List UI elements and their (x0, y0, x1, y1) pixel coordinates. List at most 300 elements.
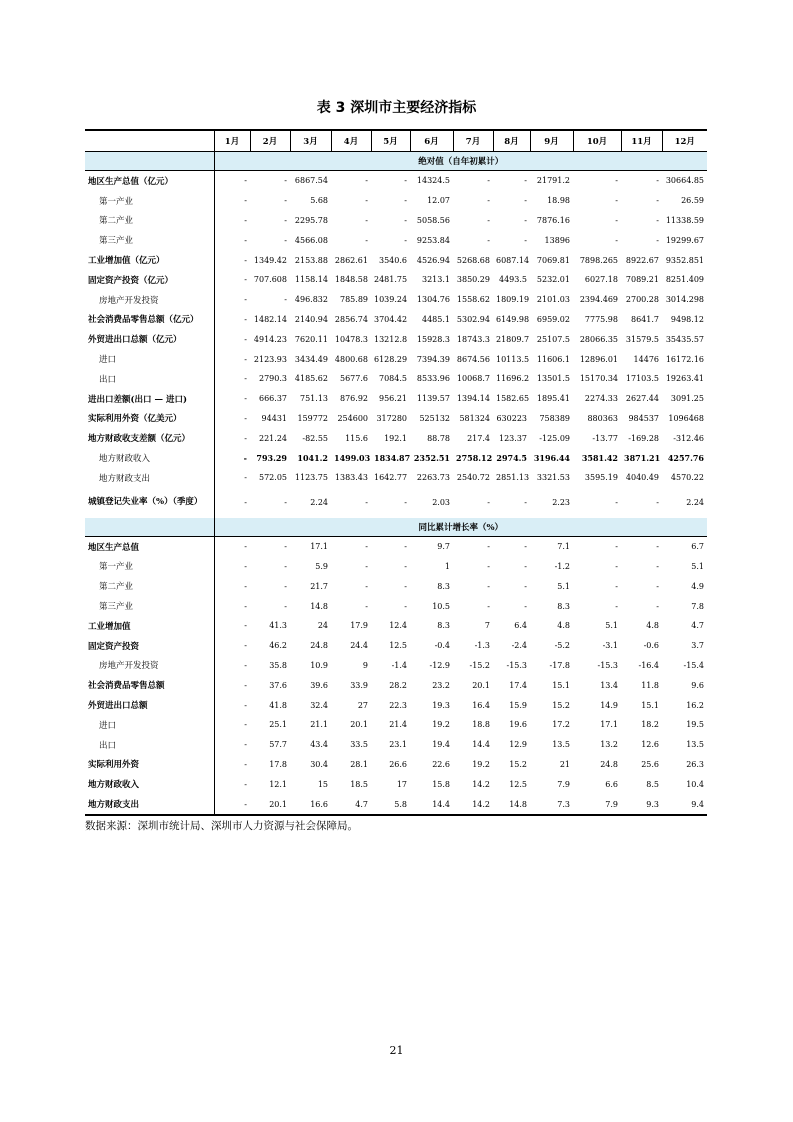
cell-value: 39.6 (310, 680, 328, 690)
cell-value: - (615, 601, 618, 611)
cell-value: 1809.19 (496, 295, 530, 305)
cell-value: 17.1 (310, 542, 328, 552)
cell-value: - (244, 235, 247, 245)
cell-value: - (656, 601, 659, 611)
section-title: 同比累计增长率（%） (214, 518, 707, 537)
cell-value: - (244, 601, 247, 611)
growth-rate-section (85, 518, 707, 815)
cell-value: 1349.42 (253, 255, 287, 265)
row-label: 出口 (85, 735, 214, 755)
table-row (85, 755, 707, 775)
cell-value: - (244, 394, 247, 404)
cell-value: 1304.76 (416, 295, 450, 305)
cell-value: - (244, 641, 247, 651)
cell-value: 33.9 (350, 680, 368, 690)
cell-value: 10.9 (310, 660, 328, 670)
table-row (85, 250, 707, 270)
cell-value: -15.4 (683, 660, 704, 670)
cell-value: 7.9 (573, 794, 621, 815)
cell-value: 2101.03 (536, 295, 570, 305)
cell-value: 6128.29 (374, 354, 408, 364)
cell-value: - (656, 542, 659, 552)
cell-value: 18.8 (472, 720, 490, 730)
cell-value: 5.1 (605, 621, 618, 631)
cell-value: 15.8 (432, 779, 450, 789)
cell-value: 3196.44 (533, 453, 570, 464)
cell-value: -169.28 (628, 433, 659, 443)
cell-value: 14.2 (472, 779, 490, 789)
row-label: 第三产业 (85, 596, 214, 616)
cell-value: - (244, 581, 247, 591)
cell-value: 16.6 (290, 794, 331, 815)
cell-value: 11606.1 (536, 354, 570, 364)
table-row (85, 488, 707, 518)
cell-value: 25107.5 (536, 334, 570, 344)
table-row (85, 171, 707, 191)
table-row (85, 794, 707, 815)
cell-value: -12.9 (429, 660, 450, 670)
cell-value: - (243, 453, 247, 464)
cell-value: -3.1 (602, 641, 618, 651)
cell-value: 25.6 (641, 759, 659, 769)
cell-value: 2851.13 (496, 473, 530, 483)
cell-value: 10113.5 (496, 354, 530, 364)
row-label: 房地产开发投资 (85, 656, 214, 676)
cell-value: 2263.73 (416, 473, 450, 483)
cell-value: 3.7 (691, 641, 704, 651)
cell-value: 18.98 (547, 196, 570, 206)
cell-value: 24.8 (600, 759, 618, 769)
cell-value: 15170.34 (579, 374, 618, 384)
cell-value: 5268.68 (456, 255, 490, 265)
cell-value: 43.4 (310, 740, 328, 750)
cell-value: - (656, 235, 659, 245)
cell-value: 4185.62 (294, 374, 328, 384)
cell-value: 2.23 (552, 498, 570, 508)
cell-value: 4.7 (331, 794, 371, 815)
cell-value: - (244, 255, 247, 265)
section-title: 绝对值（自年初累计） (214, 152, 707, 171)
cell-value: 2.24 (686, 498, 704, 508)
cell-value: 5.1 (557, 581, 570, 591)
cell-value: 6027.18 (584, 275, 618, 285)
cell-value: 5677.6 (340, 374, 368, 384)
cell-value: 33.5 (350, 740, 368, 750)
economic-indicators-table (85, 129, 707, 816)
cell-value: - (404, 176, 407, 186)
cell-value: - (404, 196, 407, 206)
cell-value: 6.4 (514, 621, 527, 631)
row-label: 外贸进出口总额 (85, 695, 214, 715)
cell-value: - (244, 354, 247, 364)
cell-value: 12896.01 (579, 354, 618, 364)
cell-value: -5.2 (554, 641, 570, 651)
cell-value: 11.8 (641, 680, 659, 690)
table-title: 表 3 深圳市主要经济指标 (316, 100, 477, 116)
cell-value: 1383.43 (334, 473, 368, 483)
cell-value: 12.5 (509, 779, 527, 789)
cell-value: 2481.75 (374, 275, 408, 285)
cell-value: 27 (357, 700, 368, 710)
cell-value: 217.4 (467, 433, 490, 443)
cell-value: 14324.5 (416, 176, 450, 186)
cell-value: 10.5 (432, 601, 450, 611)
cell-value: 5.9 (315, 561, 328, 571)
cell-value: 581324 (459, 413, 490, 423)
cell-value: -17.8 (549, 660, 570, 670)
cell-value: - (365, 235, 368, 245)
cell-value: - (365, 601, 368, 611)
cell-value: 16.2 (686, 700, 704, 710)
cell-value: 14.2 (453, 794, 493, 815)
cell-value: 28.2 (389, 680, 407, 690)
cell-value: - (244, 700, 247, 710)
cell-value: - (284, 215, 287, 225)
cell-value: 3213.1 (422, 275, 450, 285)
cell-value: 15.2 (509, 759, 527, 769)
row-label: 进口 (85, 715, 214, 735)
cell-value: 14.4 (472, 740, 490, 750)
table-row (85, 774, 707, 794)
cell-value: - (244, 413, 247, 423)
cell-value: 15.2 (552, 700, 570, 710)
cell-value: - (524, 196, 527, 206)
cell-value: 14.9 (600, 700, 618, 710)
cell-value: 5.1 (691, 561, 704, 571)
table-row (85, 656, 707, 676)
cell-value: 1558.62 (456, 295, 490, 305)
cell-value: - (244, 295, 247, 305)
cell-value: - (656, 176, 659, 186)
cell-value: - (284, 581, 287, 591)
row-label: 第一产业 (85, 557, 214, 577)
cell-value: - (615, 581, 618, 591)
cell-value: 4800.68 (334, 354, 368, 364)
cell-value: - (404, 235, 407, 245)
cell-value: 4914.23 (253, 334, 287, 344)
cell-value: 17103.5 (625, 374, 659, 384)
row-label: 地方财政收支差额（亿元） (85, 428, 214, 448)
cell-value: - (284, 561, 287, 571)
cell-value: 17.4 (509, 680, 527, 690)
table-row (85, 428, 707, 448)
row-label: 第二产业 (85, 576, 214, 596)
cell-value: 3540.6 (379, 255, 407, 265)
cell-value: - (487, 176, 490, 186)
cell-value: 26.3 (686, 759, 704, 769)
row-label: 固定资产投资 (85, 636, 214, 656)
cell-value: 880363 (587, 413, 618, 423)
cell-value: 6867.54 (294, 176, 328, 186)
cell-value: 1394.14 (456, 394, 490, 404)
cell-value: 2540.72 (456, 473, 490, 483)
cell-value: 7.1 (557, 542, 570, 552)
row-label: 出口 (85, 369, 214, 389)
cell-value: 1158.14 (294, 275, 328, 285)
cell-value: 2700.28 (625, 295, 659, 305)
table-row (85, 270, 707, 290)
cell-value: 2974.5 (496, 453, 527, 464)
cell-value: - (524, 561, 527, 571)
cell-value: -1.4 (391, 660, 407, 670)
cell-value: 17.8 (269, 759, 287, 769)
cell-value: 7620.11 (294, 334, 328, 344)
cell-value: 707.608 (253, 275, 287, 285)
cell-value: - (244, 720, 247, 730)
cell-value: 9 (362, 660, 368, 670)
cell-value: 13.5 (552, 740, 570, 750)
month-header: 7月 (453, 130, 493, 152)
cell-value: 26.59 (681, 196, 704, 206)
cell-value: - (244, 740, 247, 750)
cell-value: 1139.57 (416, 394, 450, 404)
cell-value: 5.8 (371, 794, 410, 815)
cell-value: 758389 (539, 413, 570, 423)
cell-value: 12.1 (269, 779, 287, 789)
cell-value: - (487, 601, 490, 611)
cell-value: 19299.67 (665, 235, 704, 245)
cell-value: 41.8 (269, 700, 287, 710)
cell-value: 17.2 (552, 720, 570, 730)
cell-value: 5232.01 (536, 275, 570, 285)
cell-value: - (284, 176, 287, 186)
cell-value: 8.3 (557, 601, 570, 611)
cell-value: 24 (317, 621, 328, 631)
cell-value: 20.1 (250, 794, 290, 815)
cell-value: 12.6 (641, 740, 659, 750)
cell-value: 785.89 (340, 295, 368, 305)
cell-value: 6087.14 (496, 255, 530, 265)
cell-value: - (487, 235, 490, 245)
cell-value: -15.3 (597, 660, 618, 670)
table-row (85, 230, 707, 250)
cell-value: 159772 (297, 413, 328, 423)
cell-value: - (615, 561, 618, 571)
row-label: 第二产业 (85, 211, 214, 231)
cell-value: 26.6 (389, 759, 407, 769)
month-header: 8月 (493, 130, 530, 152)
cell-value: 192.1 (384, 433, 407, 443)
cell-value: - (615, 196, 618, 206)
cell-value: 3321.53 (536, 473, 570, 483)
cell-value: 7.9 (557, 779, 570, 789)
cell-value: 1 (444, 561, 450, 571)
cell-value: - (656, 581, 659, 591)
cell-value: - (244, 473, 247, 483)
cell-value: 9.3 (621, 794, 662, 815)
cell-value: - (615, 542, 618, 552)
cell-value: - (524, 176, 527, 186)
cell-value: 35435.57 (665, 334, 704, 344)
cell-value: 254600 (337, 413, 368, 423)
cell-value: - (404, 581, 407, 591)
cell-value: 8.3 (437, 581, 450, 591)
cell-value: - (365, 176, 368, 186)
cell-value: 35.8 (269, 660, 287, 670)
cell-value: 317280 (376, 413, 407, 423)
cell-value: 2394.469 (579, 295, 618, 305)
cell-value: 12.07 (427, 196, 450, 206)
table-row (85, 468, 707, 488)
row-label: 房地产开发投资 (85, 290, 214, 310)
cell-value: 115.6 (345, 433, 368, 443)
cell-value: - (487, 561, 490, 571)
cell-value: 5058.56 (416, 215, 450, 225)
cell-value: -13.77 (592, 433, 618, 443)
cell-value: 21809.7 (496, 334, 530, 344)
cell-value: - (244, 680, 247, 690)
month-header: 12月 (662, 130, 707, 152)
cell-value: - (487, 196, 490, 206)
cell-value: 10.4 (686, 779, 704, 789)
cell-value: 7898.265 (579, 255, 618, 265)
cell-value: 22.6 (432, 759, 450, 769)
cell-value: 876.92 (340, 394, 368, 404)
cell-value: - (615, 498, 618, 508)
cell-value: 7084.5 (379, 374, 407, 384)
cell-value: 6149.98 (496, 314, 530, 324)
cell-value: - (365, 561, 368, 571)
table-row (85, 695, 707, 715)
cell-value: 20.1 (350, 720, 368, 730)
cell-value: - (404, 601, 407, 611)
row-label: 城镇登记失业率（%）（季度） (85, 488, 214, 518)
row-label: 工业增加值 (85, 616, 214, 636)
cell-value: 525132 (419, 413, 450, 423)
cell-value: 1834.87 (374, 453, 410, 464)
cell-value: 20.1 (472, 680, 490, 690)
table-row (85, 211, 707, 231)
section-header (85, 518, 707, 537)
cell-value: - (244, 314, 247, 324)
cell-value: - (244, 374, 247, 384)
cell-value: 21.7 (310, 581, 328, 591)
cell-value: 14476 (633, 354, 659, 364)
cell-value: - (404, 215, 407, 225)
cell-value: 19.4 (432, 740, 450, 750)
section-header-blank (85, 152, 214, 171)
table-row (85, 735, 707, 755)
cell-value: 21791.2 (536, 176, 570, 186)
cell-value: - (524, 215, 527, 225)
row-label: 实际利用外资（亿美元） (85, 409, 214, 429)
table-row (85, 349, 707, 369)
cell-value: 2.24 (310, 498, 328, 508)
cell-value: - (244, 334, 247, 344)
cell-value: 8.5 (646, 779, 659, 789)
cell-value: - (244, 660, 247, 670)
cell-value: - (487, 498, 490, 508)
cell-value: 13896 (544, 235, 570, 245)
cell-value: 9.7 (437, 542, 450, 552)
table-row (85, 576, 707, 596)
data-source-note: 数据来源：深圳市统计局、深圳市人力资源与社会保障局。 (85, 820, 358, 832)
cell-value: 2862.61 (334, 255, 368, 265)
cell-value: - (284, 295, 287, 305)
cell-value: 24.4 (350, 641, 368, 651)
cell-value: 31579.5 (625, 334, 659, 344)
cell-value: 21.1 (310, 720, 328, 730)
cell-value: 9253.84 (416, 235, 450, 245)
table-row (85, 389, 707, 409)
cell-value: 15.1 (641, 700, 659, 710)
cell-value: 8674.56 (456, 354, 490, 364)
cell-value: 3091.25 (670, 394, 704, 404)
cell-value: - (404, 542, 407, 552)
cell-value: 2352.51 (413, 453, 450, 464)
cell-value: 7775.98 (584, 314, 618, 324)
cell-value: 3595.19 (584, 473, 618, 483)
cell-value: 16.4 (472, 700, 490, 710)
cell-value: - (656, 196, 659, 206)
cell-value: 8251.409 (665, 275, 704, 285)
cell-value: 793.29 (256, 453, 287, 464)
cell-value: 23.2 (432, 680, 450, 690)
cell-value: 6.6 (605, 779, 618, 789)
cell-value: - (404, 498, 407, 508)
cell-value: - (244, 196, 247, 206)
cell-value: 5.68 (310, 196, 328, 206)
cell-value: 1096468 (668, 413, 704, 423)
cell-value: 14.8 (493, 794, 530, 815)
cell-value: 6.7 (691, 542, 704, 552)
cell-value: 4.7 (691, 621, 704, 631)
cell-value: 21.4 (389, 720, 407, 730)
cell-value: 4566.08 (294, 235, 328, 245)
cell-value: -0.4 (434, 641, 450, 651)
cell-value: 37.6 (269, 680, 287, 690)
cell-value: 23.1 (389, 740, 407, 750)
cell-value: 8.3 (437, 621, 450, 631)
cell-value: 8641.7 (631, 314, 659, 324)
cell-value: - (284, 601, 287, 611)
cell-value: -125.09 (539, 433, 570, 443)
cell-value: -15.3 (506, 660, 527, 670)
table-row (85, 715, 707, 735)
cell-value: 7 (484, 621, 490, 631)
cell-value: 18743.3 (456, 334, 490, 344)
cell-value: - (244, 215, 247, 225)
cell-value: 3434.49 (294, 354, 328, 364)
cell-value: 17 (396, 779, 407, 789)
cell-value: - (615, 176, 618, 186)
cell-value: 1123.75 (294, 473, 328, 483)
cell-value: 4.8 (557, 621, 570, 631)
cell-value: - (365, 542, 368, 552)
cell-value: 1642.77 (374, 473, 408, 483)
cell-value: 1499.03 (334, 453, 371, 464)
cell-value: 3871.21 (624, 453, 661, 464)
row-label: 地区生产总值 (85, 536, 214, 556)
cell-value: 2627.44 (625, 394, 659, 404)
cell-value: 7089.21 (625, 275, 659, 285)
cell-value: 2758.12 (456, 453, 493, 464)
cell-value: -0.6 (643, 641, 659, 651)
cell-value: 2140.94 (294, 314, 328, 324)
cell-value: 88.78 (427, 433, 450, 443)
cell-value: -1.2 (554, 561, 570, 571)
cell-value: - (524, 498, 527, 508)
cell-value: - (244, 759, 247, 769)
cell-value: 4040.49 (625, 473, 659, 483)
cell-value: - (404, 561, 407, 571)
cell-value: - (244, 779, 247, 789)
cell-value: 11696.2 (496, 374, 530, 384)
cell-value: 2295.78 (294, 215, 328, 225)
cell-value: - (284, 196, 287, 206)
month-header: 2月 (250, 130, 290, 152)
cell-value: 25.1 (269, 720, 287, 730)
